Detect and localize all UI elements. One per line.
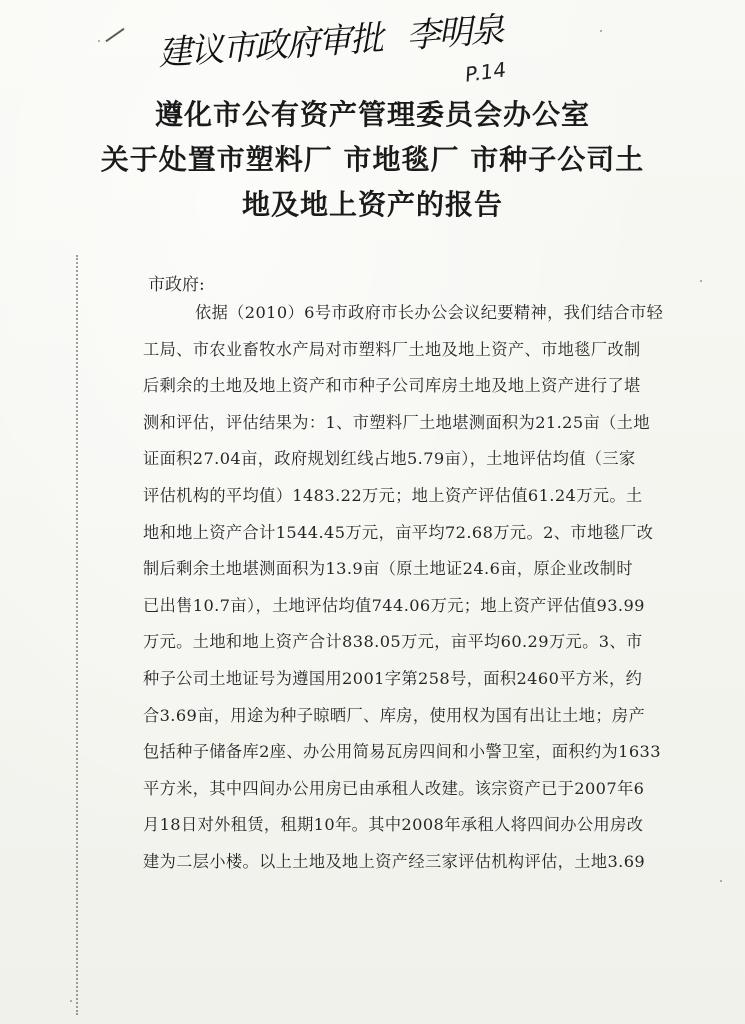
scan-speck — [70, 1000, 72, 1002]
body-line: 建为二层小楼。以上土地及地上资产经三家评估机构评估，土地3.69 — [143, 851, 646, 871]
handwritten-annotation — [156, 2, 503, 75]
body-line: 万元。土地和地上资产合计838.05万元，亩平均60.29万元。3、市 — [143, 632, 643, 652]
body-line: 后剩余的土地及地上资产和市种子公司库房土地及地上资产进行了堪 — [143, 376, 641, 396]
body-line: 月18日对外租赁，租期10年。其中2008年承租人将四间办公用房改 — [143, 815, 644, 835]
handwritten-note: 建议市政府审批 — [156, 18, 384, 74]
body-line: 合3.69亩，用途为种子晾晒厂、库房，使用权为国有出让土地；房产 — [143, 705, 646, 725]
handwritten-mark — [105, 28, 124, 42]
salutation: 市政府: — [148, 275, 205, 295]
body-line: 依据（2010）6号市政府市长办公会议纪要精神，我们结合市轻 — [195, 303, 664, 322]
body-line: 包括种子储备库2座、办公用简易瓦房四间和小警卫室，面积约为1633 — [143, 742, 661, 762]
handwritten-page-number: P.14 — [463, 57, 508, 87]
body-line: 地和地上资产合计1544.45万元，亩平均72.68万元。2、市地毯厂改 — [143, 522, 654, 542]
body-line: 种子公司土地证号为遵国用2001字第258号，面积2460平方米，约 — [143, 668, 643, 688]
document-title-line-1: 遵化市公有资产管理委员会办公室 — [154, 98, 590, 131]
body-line: 评估机构的平均值）1483.22万元；地上资产评估值61.24万元。土 — [143, 485, 643, 505]
scan-speck — [720, 880, 722, 882]
scan-speck — [600, 30, 602, 32]
handwritten-signature: 李明泉 — [405, 9, 504, 57]
body-line: 证面积27.04亩，政府规划红线占地5.79亩），土地评估均值（三家 — [143, 449, 636, 469]
body-line: 测和评估，评估结果为：1、市塑料厂土地堪测面积为21.25亩（土地 — [143, 412, 650, 432]
body-line: 平方米，其中四间办公用房已由承租人改建。该宗资产已于2007年6 — [143, 778, 645, 798]
scan-speck — [700, 280, 702, 282]
document-body — [143, 295, 711, 881]
document-title-line-2: 关于处置市塑料厂 市地毯厂 市种子公司土 — [100, 143, 645, 176]
body-line: 工局、市农业畜牧水产局对市塑料厂土地及地上资产、市地毯厂改制 — [143, 339, 641, 359]
binding-hole-line — [76, 255, 78, 1015]
document-title-line-3: 地及地上资产的报告 — [241, 188, 503, 221]
body-line: 制后剩余土地堪测面积为13.9亩（原土地证24.6亩，原企业改制时 — [143, 559, 633, 579]
body-line: 已出售10.7亩），土地评估均值744.06万元；地上资产评估值93.99 — [143, 595, 645, 615]
scan-speck — [98, 40, 100, 42]
